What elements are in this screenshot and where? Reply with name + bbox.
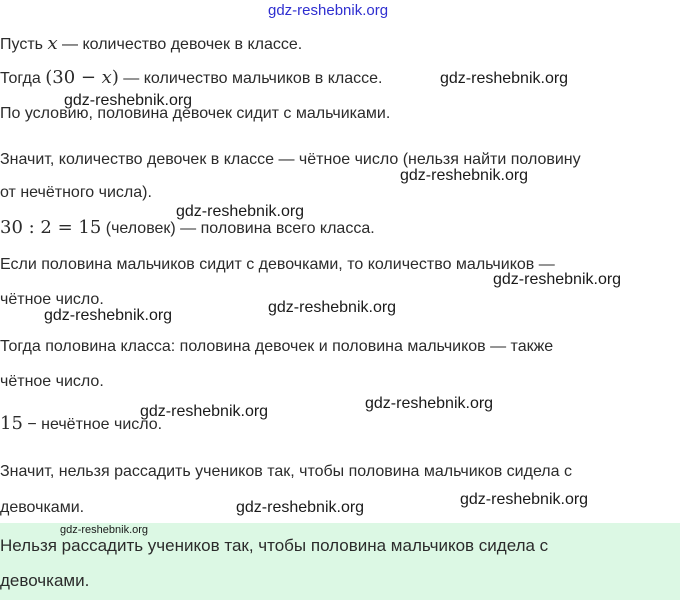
answer-line-1: Нельзя рассадить учеников так, чтобы половина мальчиков сидела с [0,536,549,555]
solution-line-1 [0,34,302,55]
text-fragment: − нечётное число. [22,416,163,433]
watermark: gdz-reshebnik.org [365,395,494,412]
text-fragment: — количество девочек в классе. [57,36,303,53]
math-expression: 30 : 2 = 15 [0,217,102,238]
watermark: gdz-reshebnik.org [460,491,589,508]
watermark: gdz-reshebnik.org [44,307,173,324]
text-fragment: Тогда [0,70,46,87]
watermark: gdz-reshebnik.org [236,499,365,516]
solution-line-11 [0,414,162,435]
solution-line-2 [0,68,382,89]
watermark: gdz-reshebnik.org [268,299,397,316]
watermark: gdz-reshebnik.org [64,92,193,109]
math-expression: (30 − x) [45,67,119,88]
watermark: gdz-reshebnik.org [140,403,269,420]
text-fragment: Пусть [0,36,48,53]
math-variable: x [47,33,58,54]
text-fragment: (человек) — половина всего класса. [101,220,375,237]
watermark: gdz-reshebnik.org [440,70,569,87]
solution-line-12: Значит, нельзя рассадить учеников так, чтобы половина мальчиков сидела с [0,463,572,480]
text-fragment: — количество мальчиков в классе. [118,70,383,87]
solution-line-3: По условию, половина девочек сидит с мальчиками. [0,105,391,122]
answer-line-2: девочками. [0,571,90,590]
math-number: 15 [0,413,23,434]
solution-line-7: Если половина мальчиков сидит с девочками, то количество мальчиков — [0,256,555,273]
watermark: gdz-reshebnik.org [176,203,305,220]
solution-line-8: чётное число. [0,291,104,308]
solution-line-9: Тогда половина класса: половина девочек и половина мальчиков — также [0,338,554,355]
watermark: gdz-reshebnik.org [400,167,529,184]
watermark: gdz-reshebnik.org [493,271,622,288]
watermark-top: gdz-reshebnik.org [268,2,389,19]
solution-line-5: от нечётного числа). [0,184,152,201]
solution-line-13: девочками. [0,499,85,516]
solution-line-10: чётное число. [0,373,104,390]
solution-line-4: Значит, количество девочек в классе — чётное число (нельзя найти половину [0,151,581,168]
solution-line-6 [0,218,375,239]
watermark: gdz-reshebnik.org [60,524,149,536]
